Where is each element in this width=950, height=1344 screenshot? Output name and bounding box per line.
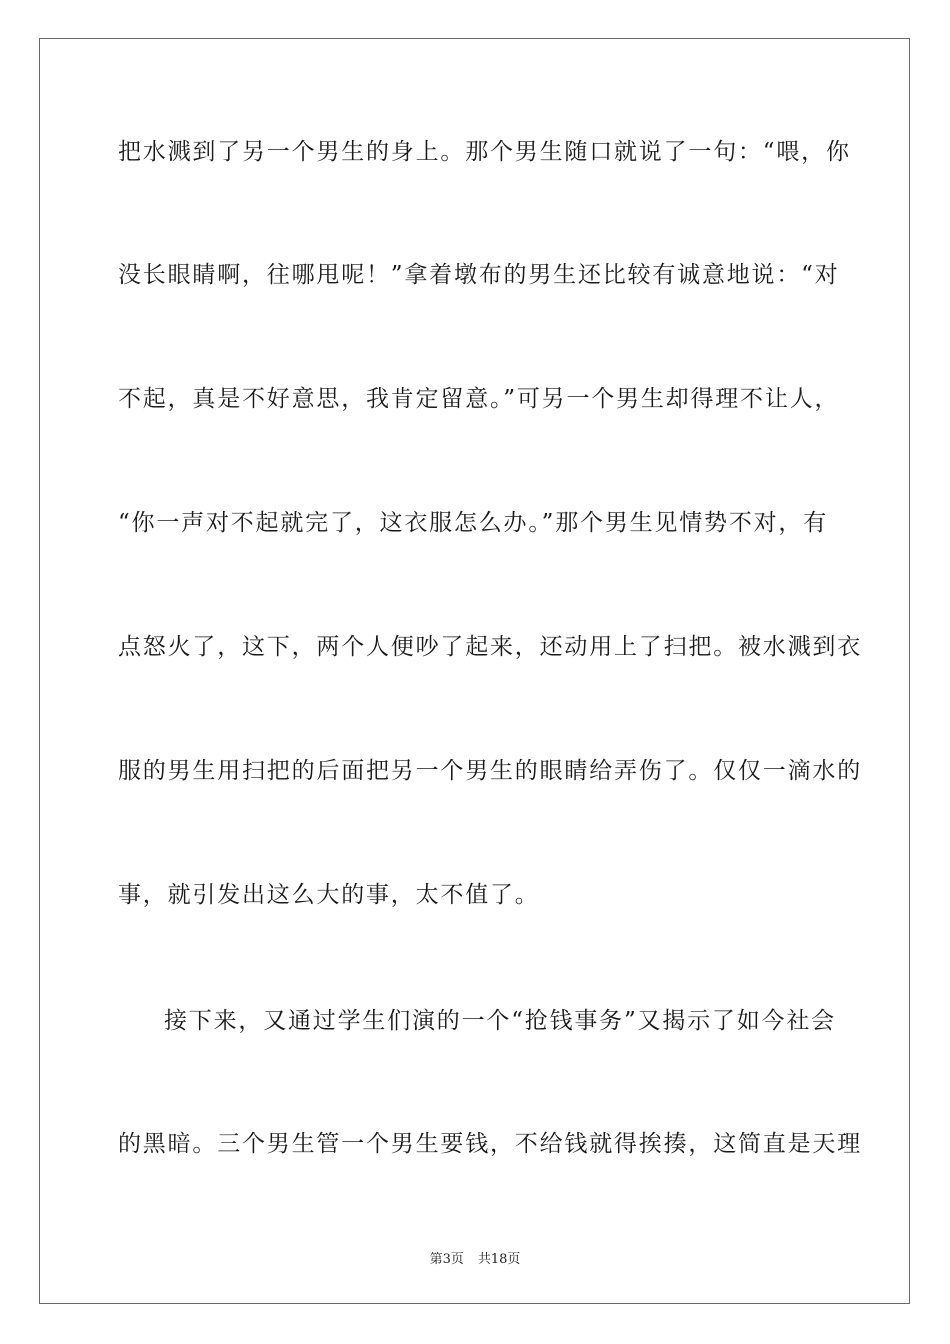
text-line: 不起，真是不好意思，我肯定留意。”可另一个男生却得理不让人，: [118, 386, 840, 412]
text-line: 事，就引发出这么大的事，太不值了。: [118, 882, 540, 908]
page-number: 第3页: [429, 1252, 464, 1267]
text-line: 服的男生用扫把的后面把另一个男生的眼睛给弄伤了。仅仅一滴水的: [118, 758, 862, 784]
text-line: 点怒火了，这下，两个人便吵了起来，还动用上了扫把。被水溅到衣: [118, 634, 862, 660]
text-line: “你一声对不起就完了，这衣服怎么办。”那个男生见情势不对，有: [118, 510, 829, 536]
text-line: 把水溅到了另一个男生的身上。那个男生随口就说了一句：“喂，你: [118, 139, 851, 165]
text-line: 没长眼睛啊，往哪甩呢！”拿着墩布的男生还比较有诚意地说：“对: [118, 262, 840, 288]
page-border: [39, 38, 910, 1304]
text-line: 的黑暗。三个男生管一个男生要钱，不给钱就得挨揍，这简直是天理: [118, 1131, 862, 1157]
paragraph-first-line: 接下来，又通过学生们演的一个“抢钱事务”又揭示了如今社会: [164, 1008, 836, 1034]
page-footer: [0, 1248, 950, 1267]
page-total: 共18页: [477, 1252, 521, 1267]
